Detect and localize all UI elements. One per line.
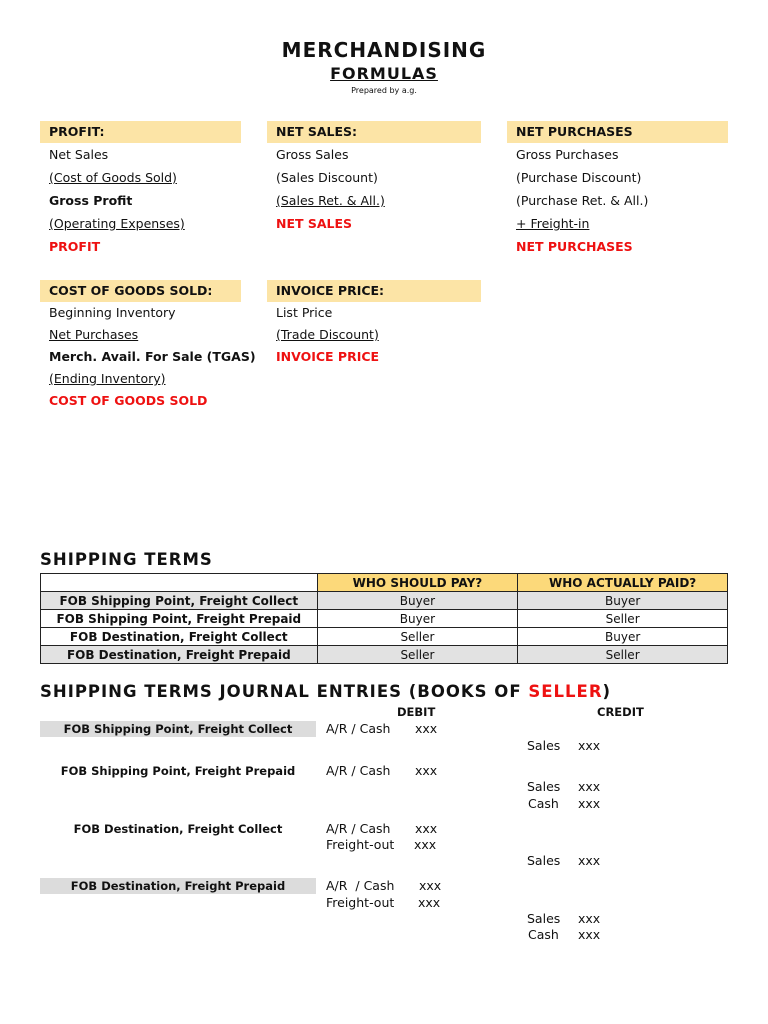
formula-line: Gross Purchases	[516, 147, 619, 162]
formula-line: Net Purchases	[49, 327, 139, 342]
net-sales-heading: NET SALES:	[267, 121, 481, 143]
table-header-row	[41, 574, 728, 592]
debit-amount: xxx	[414, 837, 437, 852]
journal-entry-label: FOB Shipping Point, Freight Collect	[40, 721, 316, 737]
credit-header: CREDIT	[597, 705, 644, 719]
table-cell: FOB Destination, Freight Collect	[41, 628, 318, 646]
journal-entry-label: FOB Shipping Point, Freight Prepaid	[60, 764, 296, 778]
table-row	[41, 646, 728, 664]
credit-amount: xxx	[578, 853, 601, 868]
page-title: MERCHANDISING	[281, 38, 487, 62]
debit-amount: xxx	[415, 763, 438, 778]
column-header: WHO SHOULD PAY?	[317, 574, 518, 592]
table-cell: Buyer	[317, 610, 518, 628]
credit-amount: xxx	[578, 796, 601, 811]
formula-line: (Purchase Ret. & All.)	[516, 193, 649, 208]
credit-account: Cash	[528, 927, 559, 942]
table-cell: Seller	[317, 646, 518, 664]
debit-account: Freight-out	[326, 837, 395, 852]
net-sales-formula	[267, 121, 481, 235]
table-cell: Buyer	[317, 592, 518, 610]
table-row	[41, 610, 728, 628]
credit-account: Sales	[527, 738, 561, 753]
table-cell: FOB Shipping Point, Freight Collect	[41, 592, 318, 610]
formula-result: INVOICE PRICE	[276, 349, 380, 364]
seller-highlight: SELLER	[528, 682, 603, 701]
table-cell: Seller	[317, 628, 518, 646]
profit-heading: PROFIT:	[40, 121, 241, 143]
net-purchases-heading: NET PURCHASES	[507, 121, 728, 143]
formula-line: Beginning Inventory	[49, 305, 176, 320]
debit-amount: xxx	[415, 821, 438, 836]
cogs-formula	[40, 280, 256, 412]
formula-line: (Operating Expenses)	[49, 216, 185, 231]
formula-line: Net Sales	[49, 147, 109, 162]
credit-amount: xxx	[578, 927, 601, 942]
formula-result: COST OF GOODS SOLD	[49, 393, 208, 408]
debit-amount: xxx	[419, 878, 442, 893]
table-cell: FOB Destination, Freight Prepaid	[41, 646, 318, 664]
credit-amount: xxx	[578, 738, 601, 753]
credit-amount: xxx	[578, 779, 601, 794]
shipping-terms-title: SHIPPING TERMS	[40, 550, 213, 569]
formula-line: (Purchase Discount)	[516, 170, 642, 185]
debit-account: Freight-out	[326, 895, 395, 910]
net-purchases-formula	[507, 121, 728, 258]
credit-account: Sales	[527, 779, 561, 794]
formula-line: + Freight-in	[516, 216, 590, 231]
credit-amount: xxx	[578, 911, 601, 926]
credit-account: Sales	[527, 911, 561, 926]
table-cell: FOB Shipping Point, Freight Prepaid	[41, 610, 318, 628]
formula-line: Gross Sales	[276, 147, 349, 162]
table-cell: Buyer	[518, 628, 728, 646]
formula-line: (Sales Discount)	[276, 170, 378, 185]
formula-line: (Trade Discount)	[276, 327, 379, 342]
journal-entry-label: FOB Destination, Freight Collect	[73, 822, 283, 836]
column-header	[41, 574, 318, 592]
formula-result: PROFIT	[49, 239, 101, 254]
debit-amount: xxx	[418, 895, 441, 910]
page-subtitle: FORMULAS	[330, 64, 438, 83]
table-row	[41, 592, 728, 610]
column-header: WHO ACTUALLY PAID?	[518, 574, 728, 592]
debit-account: A/R / Cash	[326, 721, 391, 736]
table-cell: Seller	[518, 610, 728, 628]
profit-formula	[40, 121, 241, 258]
table-row	[41, 628, 728, 646]
debit-account: A/R / Cash	[326, 821, 391, 836]
formula-line: Merch. Avail. For Sale (TGAS)	[49, 349, 256, 364]
formula-line: (Cost of Goods Sold)	[49, 170, 177, 185]
debit-amount: xxx	[415, 721, 438, 736]
shipping-terms-table	[40, 573, 728, 664]
formula-line: (Ending Inventory)	[49, 371, 166, 386]
debit-account: A/R / Cash	[326, 763, 391, 778]
formula-line: (Sales Ret. & All.)	[276, 193, 385, 208]
cogs-heading: COST OF GOODS SOLD:	[40, 280, 241, 302]
credit-account: Sales	[527, 853, 561, 868]
debit-account: A/R / Cash	[326, 878, 395, 893]
table-cell: Seller	[518, 646, 728, 664]
table-cell: Buyer	[518, 592, 728, 610]
debit-header: DEBIT	[397, 705, 436, 719]
invoice-price-formula	[267, 280, 481, 368]
journal-entries-title: SHIPPING TERMS JOURNAL ENTRIES (BOOKS OF SELLER)	[40, 682, 612, 701]
journal-entry-label: FOB Destination, Freight Prepaid	[40, 878, 316, 894]
formula-line: List Price	[276, 305, 333, 320]
prepared-by: Prepared by a.g.	[351, 86, 417, 95]
formula-result: NET PURCHASES	[516, 239, 633, 254]
formula-result: NET SALES	[276, 216, 353, 231]
formula-line: Gross Profit	[49, 193, 133, 208]
credit-account: Cash	[528, 796, 559, 811]
invoice-price-heading: INVOICE PRICE:	[267, 280, 481, 302]
